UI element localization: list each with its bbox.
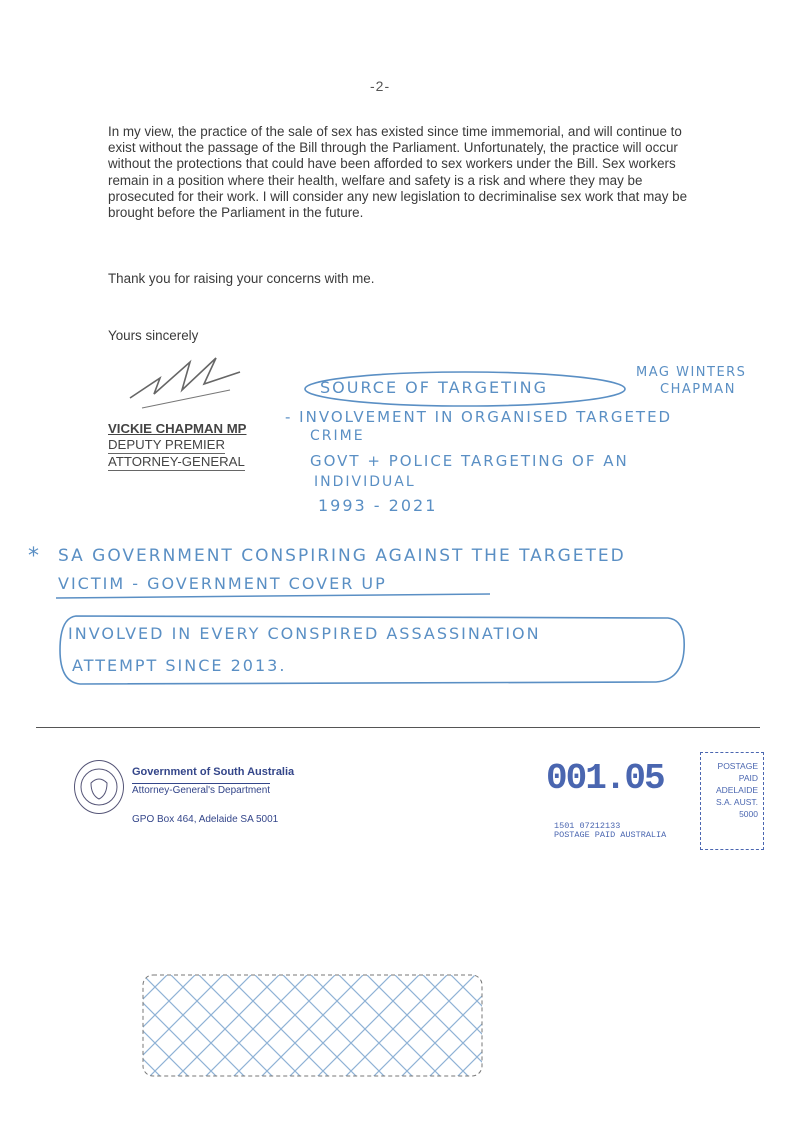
letter-closing: Yours sincerely [108, 328, 199, 343]
handwritten-star: * [28, 544, 41, 569]
handwritten-involved-2: ATTEMPT SINCE 2013. [72, 656, 287, 675]
stamp-line: 5000 [739, 809, 758, 819]
page-number: -2- [370, 78, 391, 94]
postage-amount: 001.05 [546, 758, 664, 799]
stamp-line: S.A. AUST. [715, 797, 758, 807]
postage-stamp-text [706, 760, 758, 820]
signatory-name: VICKIE CHAPMAN MP [108, 421, 247, 436]
involved-box [56, 610, 690, 690]
signature-scribble [120, 350, 250, 420]
government-name: Government of South Australia [132, 766, 295, 778]
handwritten-involvement-1: - INVOLVEMENT IN ORGANISED TARGETED [285, 408, 673, 426]
postage-code-line-1: 1501 07212133 [554, 821, 621, 831]
signatory-title-attorney-general: ATTORNEY-GENERAL [108, 454, 245, 469]
stamp-line: ADELAIDE [715, 785, 758, 795]
handwritten-underline [54, 588, 494, 602]
return-address: GPO Box 464, Adelaide SA 5001 [132, 814, 279, 825]
handwritten-names-2: CHAPMAN [660, 382, 736, 397]
signature-block [108, 421, 246, 471]
handwritten-involved-1: INVOLVED IN EVERY CONSPIRED ASSASSINATION [68, 624, 541, 643]
stamp-line: POSTAGE [717, 761, 758, 771]
postage-codes [554, 822, 666, 840]
department-name: Attorney-General's Department [132, 785, 271, 796]
handwritten-years: 1993 - 2021 [318, 496, 438, 515]
letter-paragraph: In my view, the practice of the sale of sex has existed since time immemorial, and will continue to exist without the passage of the Bill through the Parliament. Unfortunately, the practice will occur without the protections that could have been afforded to sex workers under the Bill. Sex workers remain in a position where their health, welfare and safety is a risk and where they may be prosecuted for their work. I will consider any new legislation to decriminalise sex work that may be brought before the Parliament in the future. [108, 124, 688, 221]
stamp-line: PAID [738, 773, 758, 783]
south-australia-crest-icon [74, 760, 124, 814]
handwritten-govt-2: INDIVIDUAL [314, 474, 416, 490]
signatory-title-deputy-premier: DEPUTY PREMIER [108, 437, 226, 452]
handwritten-conspiring-2: VICTIM - GOVERNMENT COVER UP [58, 574, 387, 593]
postage-code-line-2: POSTAGE PAID AUSTRALIA [554, 830, 667, 840]
handwritten-involvement-2: CRIME [310, 428, 365, 444]
handwritten-conspiring-1: SA GOVERNMENT CONSPIRING AGAINST THE TARGETED [58, 546, 626, 566]
envelope-window [141, 973, 484, 1078]
handwritten-names-1: MAG WINTERS [636, 365, 747, 380]
letter-thanks: Thank you for raising your concerns with me. [108, 271, 375, 286]
handwritten-source: SOURCE OF TARGETING [320, 378, 548, 397]
fold-divider [36, 727, 760, 728]
handwritten-govt-1: GOVT + POLICE TARGETING OF AN [310, 452, 629, 470]
